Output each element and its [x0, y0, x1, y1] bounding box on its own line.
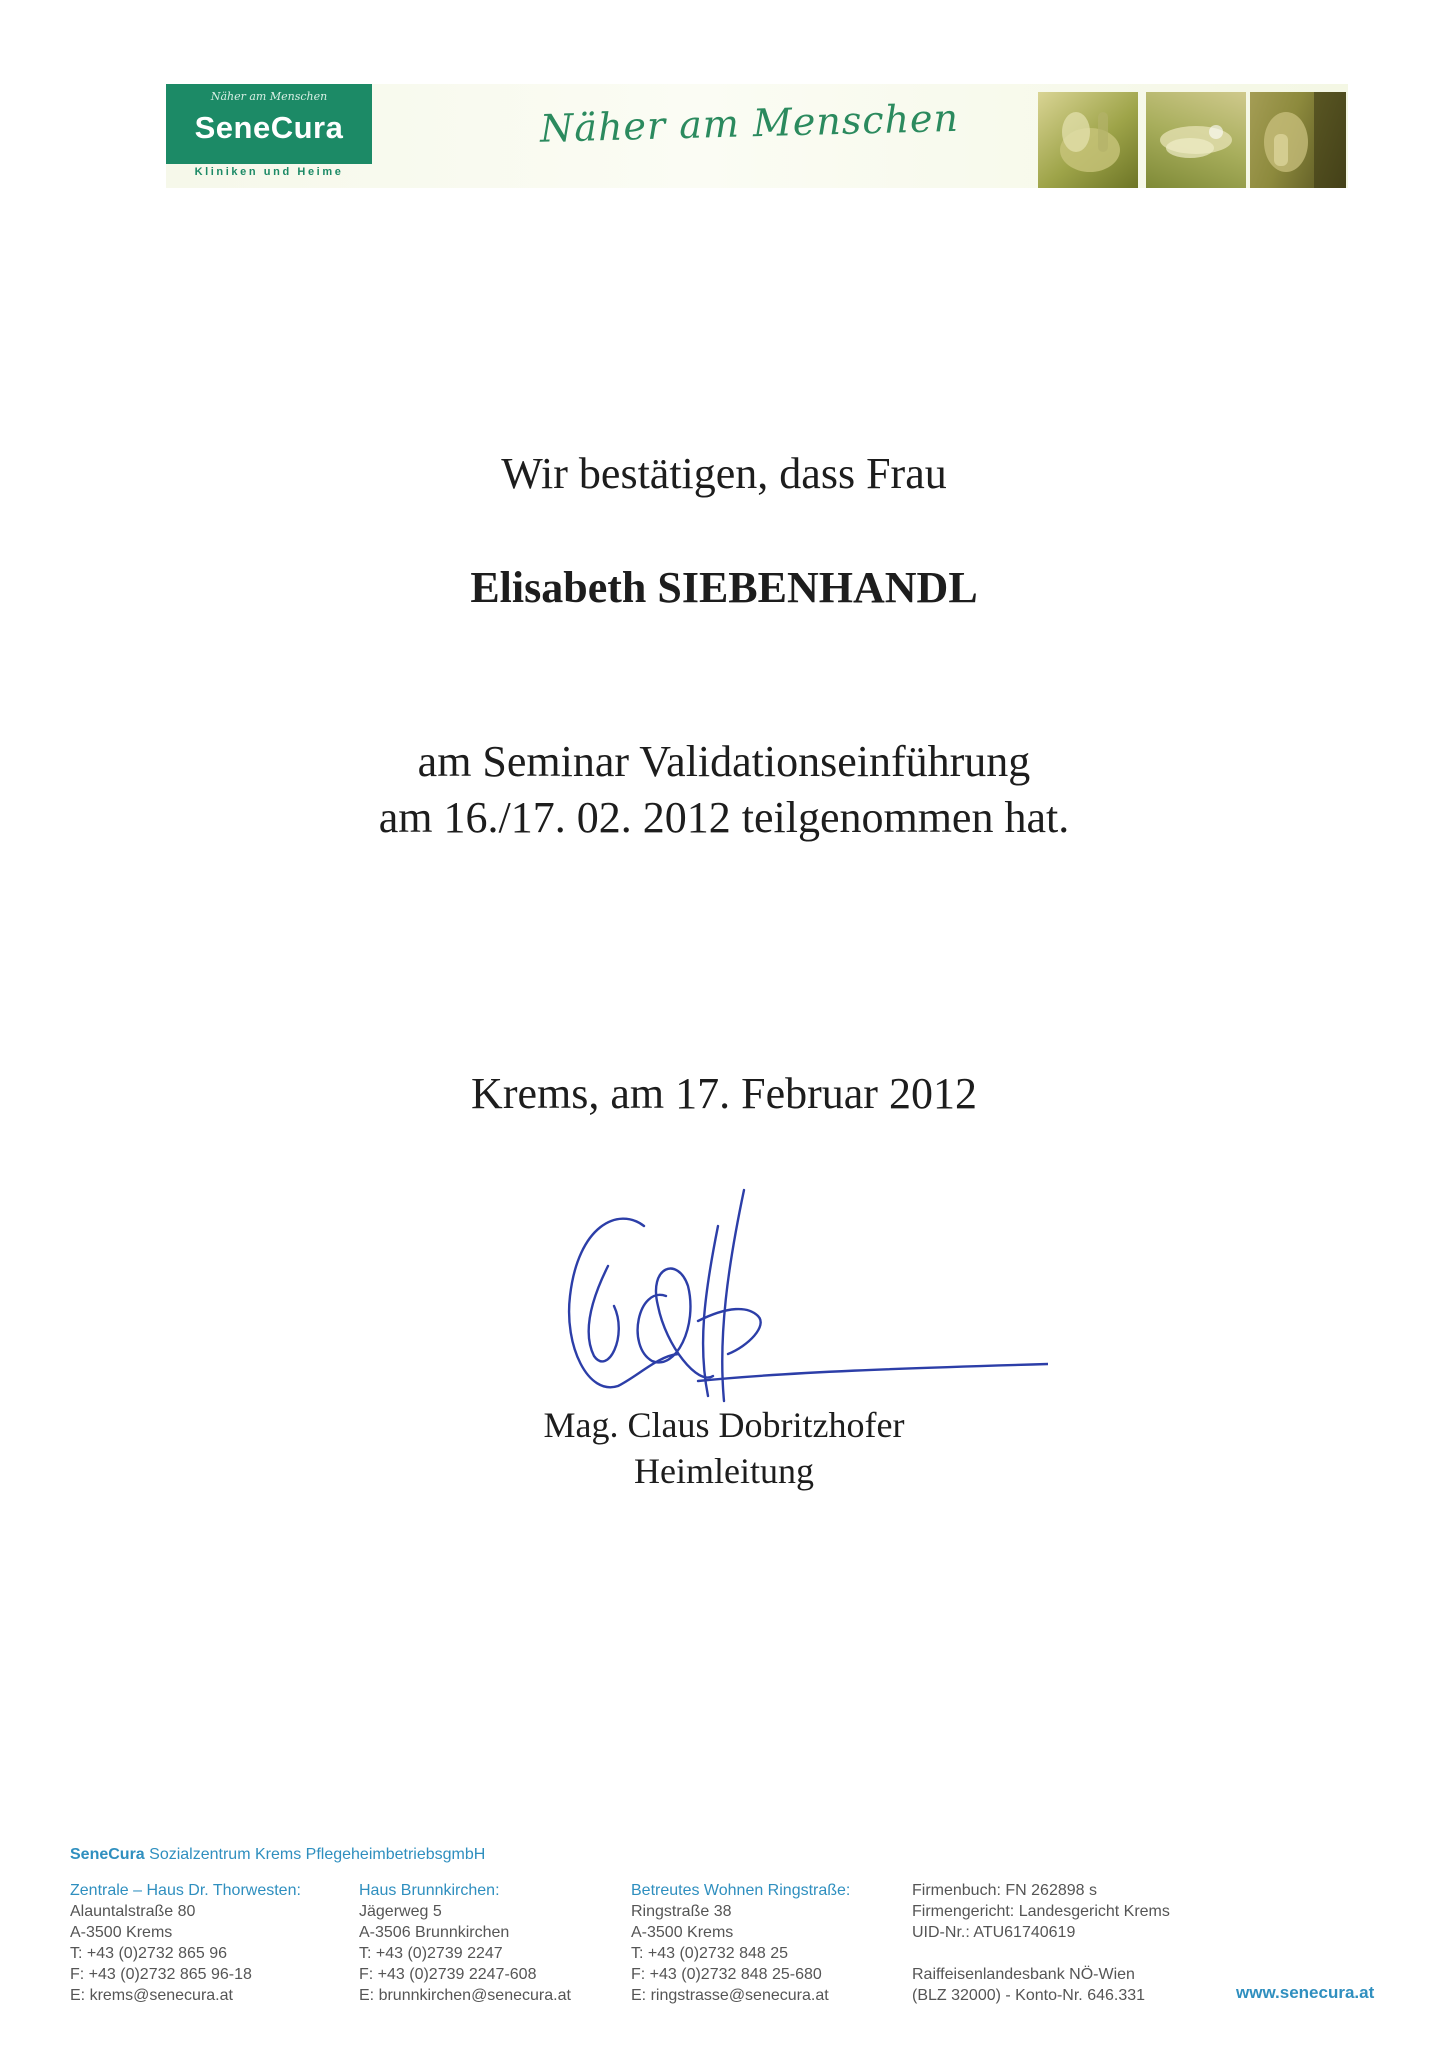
seminar-line-1: am Seminar Validationseinführung: [417, 737, 1031, 786]
footer-spacer: [912, 1943, 1170, 1964]
senecura-logo: [166, 84, 372, 164]
handwritten-signature: [548, 1186, 1048, 1406]
hands-photo-3: [1250, 92, 1346, 188]
header-slogan: Näher am Menschen: [539, 95, 960, 151]
hands-photo-2: [1146, 92, 1246, 188]
footer-phone: T: +43 (0)2732 848 25: [631, 1945, 789, 1962]
footer-vat-id: UID-Nr.: ATU61740619: [912, 1924, 1076, 1941]
footer-email: E: brunnkirchen@senecura.at: [359, 1987, 571, 2004]
participant-name: Elisabeth SIEBENHANDL: [470, 563, 978, 612]
footer-address-city: A-3500 Krems: [70, 1924, 173, 1941]
footer-address-street: Ringstraße 38: [631, 1903, 732, 1920]
footer-column-heading: Betreutes Wohnen Ringstraße:: [631, 1882, 851, 1899]
footer-company-name: Sozialzentrum Krems PflegeheimbetriebsgmbH: [149, 1846, 486, 1863]
footer-fax: F: +43 (0)2732 865 96-18: [70, 1966, 252, 1983]
footer-bank-account: (BLZ 32000) - Konto-Nr. 646.331: [912, 1987, 1146, 2004]
footer-column-heading: Haus Brunnkirchen:: [359, 1882, 500, 1899]
signer-name: Mag. Claus Dobritzhofer: [543, 1405, 905, 1445]
footer-column-ringstrasse: [631, 1880, 850, 2006]
footer-address-city: A-3500 Krems: [631, 1924, 734, 1941]
certificate-intro: Wir bestätigen, dass Frau: [501, 449, 947, 498]
footer-phone: T: +43 (0)2739 2247: [359, 1945, 503, 1962]
footer-bank: Raiffeisenlandesbank NÖ-Wien: [912, 1966, 1135, 1983]
footer-fax: F: +43 (0)2732 848 25-680: [631, 1966, 822, 1983]
footer-address-street: Jägerweg 5: [359, 1903, 442, 1920]
hands-photo-1: [1038, 92, 1138, 188]
footer-court: Firmengericht: Landesgericht Krems: [912, 1903, 1170, 1920]
footer-company-register: Firmenbuch: FN 262898 s: [912, 1882, 1097, 1899]
footer-column-zentrale: [70, 1880, 301, 2006]
logo-slogan: Näher am Menschen: [210, 90, 328, 103]
footer-company: [70, 1846, 485, 1864]
footer-email: E: ringstrasse@senecura.at: [631, 1987, 829, 2004]
footer-address-city: A-3506 Brunnkirchen: [359, 1924, 510, 1941]
place-date: Krems, am 17. Februar 2012: [471, 1069, 977, 1118]
footer-email: E: krems@senecura.at: [70, 1987, 233, 2004]
signer-role: Heimleitung: [634, 1451, 814, 1491]
logo-name: SeneCura: [194, 110, 344, 145]
footer-column-heading: Zentrale – Haus Dr. Thorwesten:: [70, 1882, 301, 1899]
footer-address-street: Alauntalstraße 80: [70, 1903, 196, 1920]
footer-column-brunnkirchen: [359, 1880, 571, 2006]
seminar-line-2: am 16./17. 02. 2012 teilgenommen hat.: [378, 793, 1070, 842]
logo-subtitle: Kliniken und Heime: [194, 166, 344, 178]
footer-phone: T: +43 (0)2732 865 96: [70, 1945, 228, 1962]
footer-fax: F: +43 (0)2739 2247-608: [359, 1966, 537, 1983]
footer-company-brand: SeneCura: [70, 1846, 145, 1863]
footer-website-link[interactable]: www.senecura.at: [1236, 1983, 1375, 2002]
footer-column-registry: [912, 1880, 1170, 2006]
